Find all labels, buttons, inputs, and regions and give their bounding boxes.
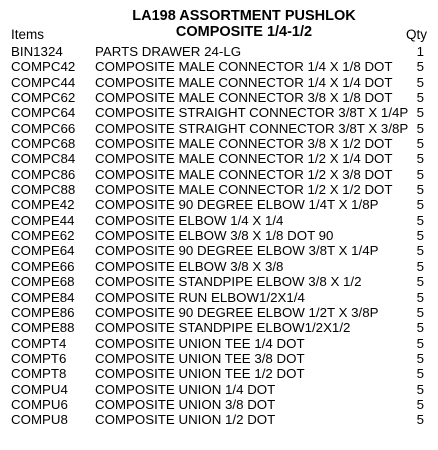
item-quantity: 5	[416, 274, 424, 290]
table-row	[0, 320, 438, 335]
document-title: LA198 ASSORTMENT PUSHLOK	[132, 8, 356, 24]
table-row	[0, 167, 438, 182]
item-quantity: 5	[416, 136, 424, 152]
item-quantity: 5	[416, 74, 424, 90]
table-row	[0, 397, 438, 412]
item-code: COMPC84	[11, 151, 76, 167]
table-row	[0, 136, 438, 151]
item-code: COMPC66	[11, 120, 76, 136]
item-quantity: 5	[416, 350, 424, 366]
item-description: COMPOSITE RUN ELBOW1/2X1/4	[95, 289, 305, 305]
item-code: COMPE62	[11, 228, 75, 244]
table-row	[0, 274, 438, 289]
item-quantity: 5	[416, 228, 424, 244]
item-description: COMPOSITE STRAIGHT CONNECTOR 3/8T X 1/4P	[95, 105, 409, 121]
table-row	[0, 243, 438, 258]
item-description: COMPOSITE MALE CONNECTOR 1/4 X 1/4 DOT	[95, 74, 393, 90]
table-row	[0, 290, 438, 305]
item-quantity: 5	[416, 396, 424, 412]
item-quantity: 5	[416, 335, 424, 351]
item-quantity: 5	[416, 412, 424, 428]
item-code: COMPU4	[11, 381, 68, 397]
table-row	[0, 197, 438, 212]
document-subtitle: COMPOSITE 1/4-1/2	[175, 24, 313, 40]
item-description: COMPOSITE UNION TEE 3/8 DOT	[95, 350, 305, 366]
item-description: COMPOSITE MALE CONNECTOR 1/2 X 1/2 DOT	[95, 182, 393, 198]
table-row	[0, 366, 438, 381]
item-code: COMPC86	[11, 166, 76, 182]
item-description: COMPOSITE ELBOW 3/8 X 3/8	[95, 258, 284, 274]
item-description: COMPOSITE 90 DEGREE ELBOW 1/4T X 1/8P	[95, 197, 379, 213]
item-quantity: 5	[416, 212, 424, 228]
parts-list	[0, 44, 438, 428]
table-row	[0, 412, 438, 427]
item-description: COMPOSITE STANDPIPE ELBOW1/2X1/2	[95, 320, 351, 336]
item-code: COMPE86	[11, 304, 75, 320]
item-code: COMPU6	[11, 396, 68, 412]
item-code: COMPT6	[11, 350, 67, 366]
item-quantity: 5	[416, 289, 424, 305]
item-quantity: 5	[416, 197, 424, 213]
table-row	[0, 382, 438, 397]
item-code: COMPE68	[11, 274, 75, 290]
table-row	[0, 213, 438, 228]
item-description: COMPOSITE STRAIGHT CONNECTOR 3/8T X 3/8P	[95, 120, 409, 136]
item-description: COMPOSITE UNION TEE 1/2 DOT	[95, 366, 305, 382]
item-description: COMPOSITE STANDPIPE ELBOW 3/8 X 1/2	[95, 274, 362, 290]
column-header-qty: Qty	[406, 27, 428, 42]
table-row	[0, 151, 438, 166]
item-code: COMPC68	[11, 136, 76, 152]
table-row	[0, 44, 438, 59]
item-quantity: 5	[416, 105, 424, 121]
item-code: COMPE64	[11, 243, 75, 259]
item-description: COMPOSITE MALE CONNECTOR 3/8 X 1/8 DOT	[95, 90, 393, 106]
table-row	[0, 59, 438, 74]
item-quantity: 1	[416, 44, 424, 59]
item-code: BIN1324	[11, 44, 63, 59]
item-code: COMPE66	[11, 258, 75, 274]
item-description: COMPOSITE MALE CONNECTOR 1/4 X 1/8 DOT	[95, 59, 393, 75]
item-description: COMPOSITE UNION 3/8 DOT	[95, 396, 276, 412]
item-description: COMPOSITE ELBOW 1/4 X 1/4	[95, 212, 284, 228]
table-row	[0, 336, 438, 351]
item-quantity: 5	[416, 381, 424, 397]
item-code: COMPC44	[11, 74, 76, 90]
item-quantity: 5	[416, 243, 424, 259]
item-quantity: 5	[416, 366, 424, 382]
item-quantity: 5	[416, 182, 424, 198]
item-code: COMPU8	[11, 412, 68, 428]
item-description: COMPOSITE 90 DEGREE ELBOW 3/8T X 1/4P	[95, 243, 379, 259]
column-header-items: Items	[11, 27, 45, 42]
item-description: COMPOSITE MALE CONNECTOR 1/2 X 3/8 DOT	[95, 166, 393, 182]
item-description: COMPOSITE UNION TEE 1/4 DOT	[95, 335, 305, 351]
item-quantity: 5	[416, 151, 424, 167]
title-block	[0, 8, 438, 40]
item-quantity: 5	[416, 320, 424, 336]
item-quantity: 5	[416, 258, 424, 274]
item-description: PARTS DRAWER 24-LG	[95, 44, 242, 59]
item-code: COMPE84	[11, 289, 75, 305]
item-description: COMPOSITE MALE CONNECTOR 3/8 X 1/2 DOT	[95, 136, 393, 152]
item-code: COMPT8	[11, 366, 67, 382]
item-description: COMPOSITE ELBOW 3/8 X 1/8 DOT 90	[95, 228, 334, 244]
item-quantity: 5	[416, 304, 424, 320]
item-code: COMPE88	[11, 320, 75, 336]
item-description: COMPOSITE UNION 1/2 DOT	[95, 412, 276, 428]
table-row	[0, 90, 438, 105]
table-row	[0, 105, 438, 120]
table-row	[0, 351, 438, 366]
item-quantity: 5	[416, 166, 424, 182]
table-row	[0, 75, 438, 90]
item-quantity: 5	[416, 90, 424, 106]
item-description: COMPOSITE 90 DEGREE ELBOW 1/2T X 3/8P	[95, 304, 379, 320]
item-code: COMPT4	[11, 335, 67, 351]
item-description: COMPOSITE MALE CONNECTOR 1/2 X 1/4 DOT	[95, 151, 393, 167]
table-row	[0, 121, 438, 136]
item-description: COMPOSITE UNION 1/4 DOT	[95, 381, 276, 397]
item-code: COMPC88	[11, 182, 76, 198]
item-code: COMPC64	[11, 105, 76, 121]
item-quantity: 5	[416, 120, 424, 136]
table-row	[0, 182, 438, 197]
item-code: COMPC42	[11, 59, 76, 75]
table-row	[0, 305, 438, 320]
item-code: COMPE42	[11, 197, 75, 213]
table-row	[0, 228, 438, 243]
table-row	[0, 259, 438, 274]
item-quantity: 5	[416, 59, 424, 75]
item-code: COMPE44	[11, 212, 75, 228]
item-code: COMPC62	[11, 90, 76, 106]
